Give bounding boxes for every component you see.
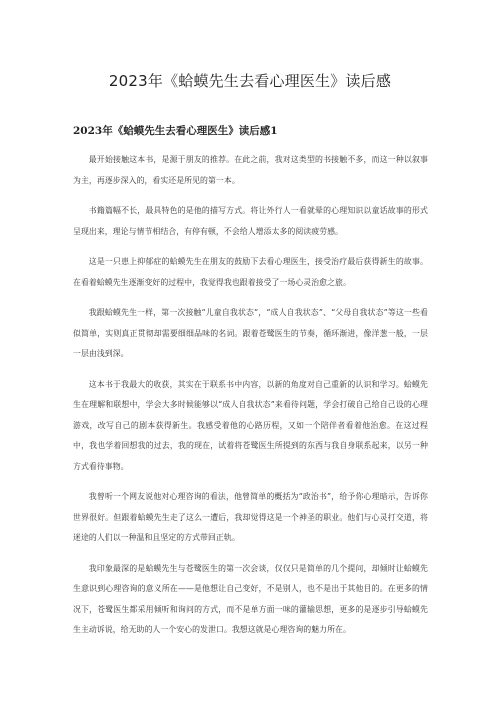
section-heading: 2023年《蛤蟆先生去看心理医生》读后感1 — [73, 125, 278, 137]
paragraph-7: 我印象最深的是蛤蟆先生与苍鹭医生的第一次会谈，仅仅只是简单的几个提问，却倾时让蛤蟆先生意识到心理咨询的意义所在——是他想让自己变好，不是别人，也不是出于其他目的。在更多的情况下，苍鹭医生都采用倾听和询问的方式，而不是单方面一味的灌输思想，更多的是逐步引导蛤蟆先生主动诉说，给无助的人一个安心的发泄口。我想这就是心理咨询的魅力所在。 — [73, 563, 428, 634]
document-title: 2023年《蛤蟆先生去看心理医生》读后感 — [108, 72, 392, 90]
paragraph-5: 这本书于我最大的收获，其实在于联系书中内容，以新的角度对自己重新的认识和学习。蛤蟆先生在理解和联想中，学会大多时候能够以“成人自我状态”来看待问题，学会打破自己给自己设的心理游戏，改写自己的剧本获得新生。我感受着他的心路历程，又如一个陪伴者看着他治愈。在这过程中，我也学着回想我的过去，我的现在，试着将苍鹭医生所提到的东西与我自身联系起来，以另一种方式看待事物。 — [73, 379, 428, 471]
paragraph-2: 书籍篇幅不长，最具特色的是他的描写方式。将让外行人一看就晕的心理知识以童话故事的形式呈现出来，理论与情节相结合，有停有顿，不会给人增添太多的阅读疲劳感。 — [73, 206, 428, 236]
paragraph-3: 这是一只患上抑郁症的蛤蟆先生在朋友的鼓励下去看心理医生，接受治疗最后获得新生的故事。在看着蛤蟆先生逐渐变好的过程中，我觉得我也跟着接受了一场心灵治愈之旅。 — [73, 257, 428, 287]
paragraph-1: 最开始接触这本书，是源于朋友的推荐。在此之前，我对这类型的书接触不多，而这一种以叙事为主，再逐步深入的，看实还是所见的第一本。 — [73, 155, 428, 185]
document-body — [73, 150, 428, 651]
paragraph-6: 我曾听一个网友说他对心理咨询的看法，他曾简单的概括为“政治书”，给予你心理暗示，告诉你世界很好。但跟着蛤蟆先生走了这么一遭后，我却觉得这是一个神圣的职业。他们与心灵打交道，将迷途的人们以一种温和且坚定的方式带回正轨。 — [73, 492, 428, 542]
paragraph-4: 我跟蛤蟆先生一样，第一次接触“儿童自我状态”，“成人自我状态”、“父母自我状态”等这一些看似简单，实则真正贯彻却需要细细品味的名词。跟着苍鹭医生的节奏，循环渐进，像洋葱一般，一层一层由浅到深。 — [73, 308, 428, 358]
